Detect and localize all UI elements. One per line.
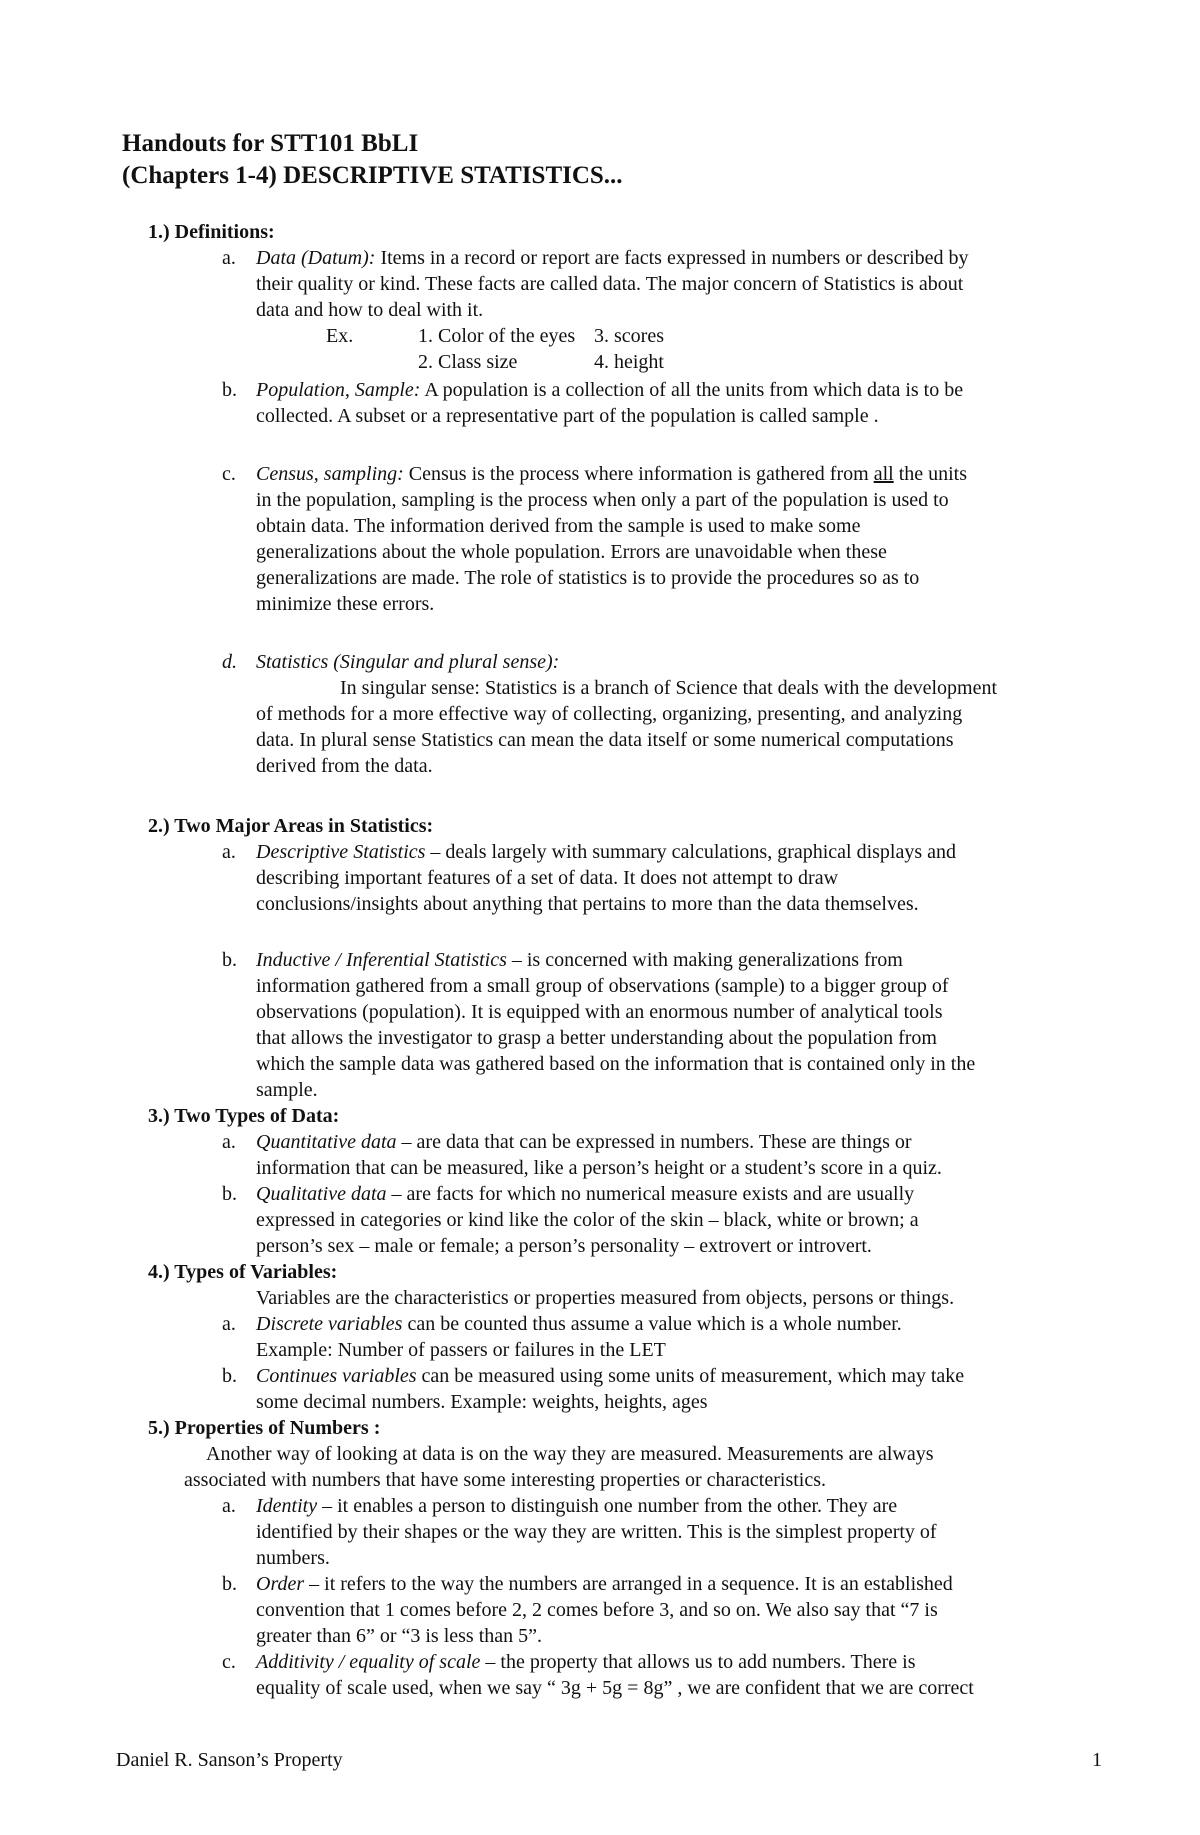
- example-item-4: 4. height: [594, 351, 664, 373]
- item-label: b.: [222, 1573, 237, 1595]
- item-label: a.: [222, 1495, 236, 1517]
- term-inferential-statistics: Inductive / Inferential Statistics: [256, 949, 507, 971]
- term-descriptive-statistics: Descriptive Statistics: [256, 841, 426, 863]
- properties-intro-line2: associated with numbers that have some interesting properties or characteristics.: [184, 1469, 827, 1491]
- identity-line2: identified by their shapes or the way they are written. This is the simplest property of: [256, 1521, 937, 1543]
- descriptive-statistics-line1: Descriptive Statistics – deals largely with summary calculations, graphical displays and: [256, 841, 957, 863]
- item-label: b.: [222, 1183, 237, 1205]
- definition-census-line3: obtain data. The information derived from the sample is used to make some: [256, 515, 861, 537]
- quantitative-data-line1: Quantitative data – are data that can be expressed in numbers. These are things or: [256, 1131, 912, 1153]
- inferential-statistics-line6: sample.: [256, 1079, 318, 1101]
- item-label: a.: [222, 247, 236, 269]
- descriptive-statistics-line3: conclusions/insights about anything that pertains to more than the data themselves.: [256, 893, 919, 915]
- definition-population-line1: Population, Sample: A population is a collection of all the units from which data is to be: [256, 379, 964, 401]
- definition-statistics-line1: In singular sense: Statistics is a branch of Science that deals with the development: [340, 677, 998, 699]
- term-data: Data (Datum):: [256, 247, 376, 269]
- item-label: a.: [222, 1313, 236, 1335]
- term-quantitative-data: Quantitative data: [256, 1131, 397, 1153]
- definition-census-line5: generalizations are made. The role of statistics is to provide the procedures so as to: [256, 567, 920, 589]
- order-line3: greater than 6” or “3 is less than 5”.: [256, 1625, 543, 1647]
- section-heading-types-of-variables: 4.) Types of Variables:: [148, 1261, 338, 1283]
- definition-statistics-line3: data. In plural sense Statistics can mean the data itself or some numerical computations: [256, 729, 954, 751]
- properties-intro-line1: Another way of looking at data is on the way they are measured. Measurements are always: [206, 1443, 934, 1465]
- inferential-statistics-line3: observations (population). It is equipped with an enormous number of analytical tools: [256, 1001, 943, 1023]
- example-item-1: 1. Color of the eyes: [418, 325, 576, 347]
- term-continuous-variables: Continues variables: [256, 1365, 417, 1387]
- example-label: Ex.: [326, 325, 354, 347]
- descriptive-statistics-line2: describing important features of a set of data. It does not attempt to draw: [256, 867, 839, 889]
- additivity-line2: equality of scale used, when we say “ 3g + 5g = 8g” , we are confident that we are correct: [256, 1677, 974, 1699]
- discrete-variables-line1: Discrete variables can be counted thus assume a value which is a whole number.: [256, 1313, 902, 1335]
- inferential-statistics-line4: that allows the investigator to grasp a better understanding about the population from: [256, 1027, 937, 1049]
- term-statistics: Statistics (Singular and plural sense):: [256, 651, 560, 673]
- term-additivity: Additivity / equality of scale: [256, 1651, 481, 1673]
- variables-intro: Variables are the characteristics or properties measured from objects, persons or things.: [256, 1287, 955, 1309]
- order-line1: Order – it refers to the way the numbers are arranged in a sequence. It is an established: [256, 1573, 953, 1595]
- term-discrete-variables: Discrete variables: [256, 1313, 403, 1335]
- qualitative-data-line1: Qualitative data – are facts for which no numerical measure exists and are usually: [256, 1183, 915, 1205]
- definition-statistics-term: [256, 650, 559, 674]
- page-number: 1: [1092, 1749, 1102, 1771]
- item-label: b.: [222, 949, 237, 971]
- definition-census-line4: generalizations about the whole population. Errors are unavoidable when these: [256, 541, 887, 563]
- item-label: a.: [222, 841, 236, 863]
- item-label: a.: [222, 1131, 236, 1153]
- definition-data-line3: data and how to deal with it.: [256, 299, 484, 321]
- definition-census-line2: in the population, sampling is the process when only a part of the population is used to: [256, 489, 949, 511]
- order-line2: convention that 1 comes before 2, 2 comes before 3, and so on. We also say that “7 is: [256, 1599, 938, 1621]
- section-heading-major-areas: 2.) Two Major Areas in Statistics:: [148, 815, 434, 837]
- example-item-3: 3. scores: [594, 325, 664, 347]
- definition-data-line2: their quality or kind. These facts are called data. The major concern of Statistics is about: [256, 273, 964, 295]
- qualitative-data-line2: expressed in categories or kind like the color of the skin – black, white or brown; a: [256, 1209, 919, 1231]
- continuous-variables-line1: Continues variables can be measured using some units of measurement, which may take: [256, 1365, 965, 1387]
- quantitative-data-line2: information that can be measured, like a person’s height or a student’s score in a quiz.: [256, 1157, 942, 1179]
- term-qualitative-data: Qualitative data: [256, 1183, 387, 1205]
- section-heading-definitions: 1.) Definitions:: [148, 221, 275, 243]
- inferential-statistics-line1: Inductive / Inferential Statistics – is concerned with making generalizations from: [256, 949, 903, 971]
- discrete-variables-line2: Example: Number of passers or failures in the LET: [256, 1339, 666, 1361]
- definition-census-line1: Census, sampling: Census is the process where information is gathered from all the units: [256, 463, 968, 485]
- additivity-line1: Additivity / equality of scale – the property that allows us to add numbers. There is: [256, 1651, 916, 1673]
- definition-statistics-line4: derived from the data.: [256, 755, 433, 777]
- term-order: Order: [256, 1573, 305, 1595]
- identity-line3: numbers.: [256, 1547, 330, 1569]
- item-label: d.: [222, 651, 237, 673]
- section-heading-properties-of-numbers: 5.) Properties of Numbers :: [148, 1417, 381, 1439]
- definition-statistics-line2: of methods for a more effective way of collecting, organizing, presenting, and analyzing: [256, 703, 963, 725]
- qualitative-data-line3: person’s sex – male or female; a person’s personality – extrovert or introvert.: [256, 1235, 872, 1257]
- footer-owner: Daniel R. Sanson’s Property: [116, 1749, 343, 1771]
- term-census: Census, sampling:: [256, 463, 404, 485]
- item-label: c.: [222, 463, 236, 485]
- inferential-statistics-line5: which the sample data was gathered based on the information that is contained only in the: [256, 1053, 976, 1075]
- document-subtitle: (Chapters 1-4) DESCRIPTIVE STATISTICS...: [122, 162, 623, 189]
- document-title: Handouts for STT101 BbLI: [122, 130, 419, 157]
- term-identity: Identity: [256, 1495, 318, 1517]
- identity-line1: Identity – it enables a person to distinguish one number from the other. They are: [256, 1495, 898, 1517]
- continuous-variables-line2: some decimal numbers. Example: weights, heights, ages: [256, 1391, 708, 1413]
- item-label: c.: [222, 1651, 236, 1673]
- example-item-2: 2. Class size: [418, 351, 518, 373]
- inferential-statistics-line2: information gathered from a small group of observations (sample) to a bigger group of: [256, 975, 949, 997]
- item-label: b.: [222, 379, 237, 401]
- section-heading-types-of-data: 3.) Two Types of Data:: [148, 1105, 340, 1127]
- definition-population-line2: collected. A subset or a representative part of the population is called sample .: [256, 405, 879, 427]
- definition-census-line6: minimize these errors.: [256, 593, 435, 615]
- definition-data-line1: Data (Datum): Items in a record or report are facts expressed in numbers or described by: [256, 247, 969, 269]
- item-label: b.: [222, 1365, 237, 1387]
- term-population: Population, Sample:: [256, 379, 421, 401]
